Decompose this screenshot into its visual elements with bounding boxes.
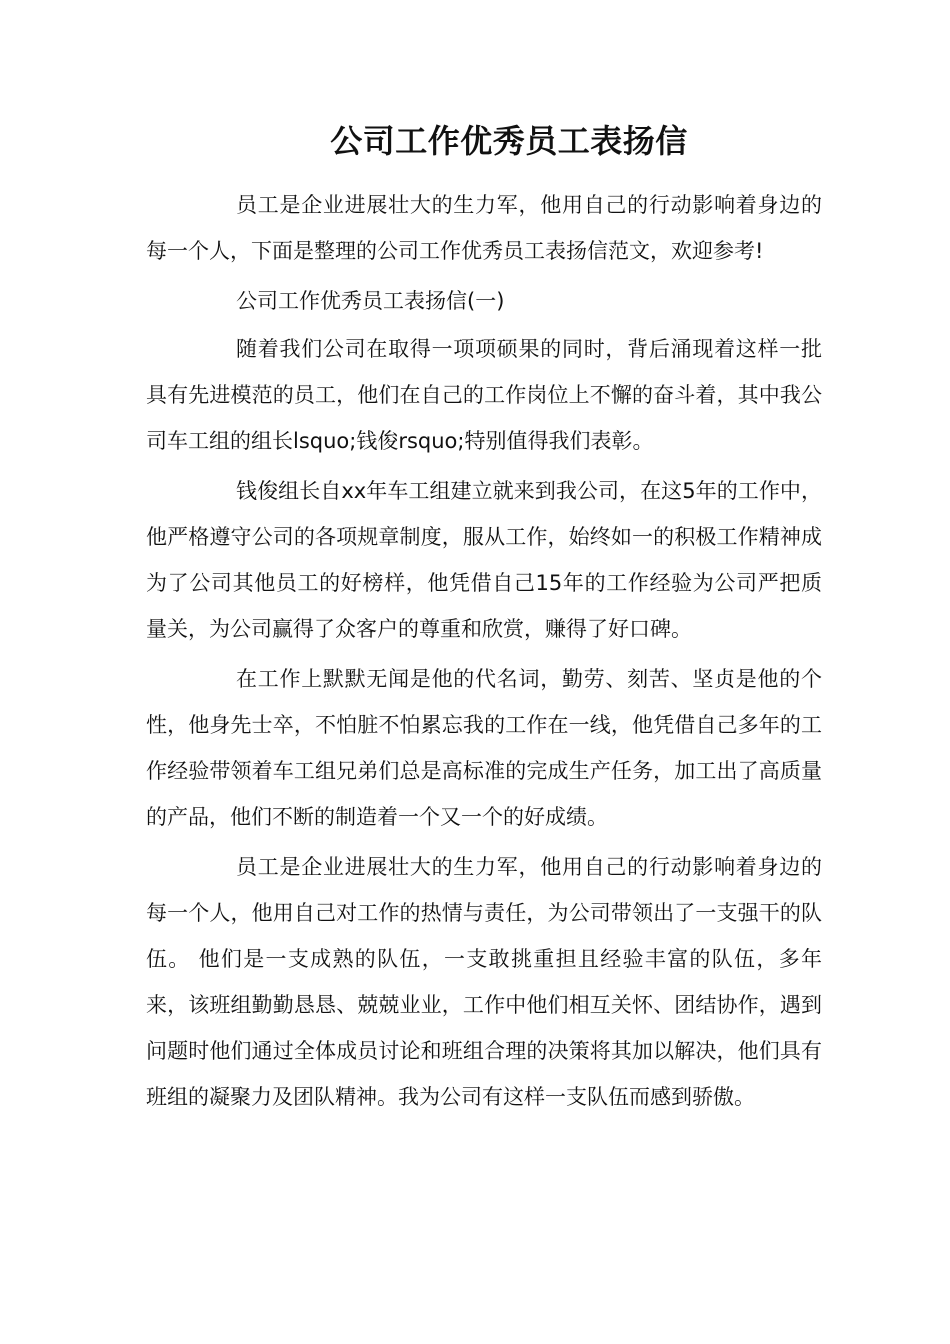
paragraph-3: 在工作上默默无闻是他的代名词，勤劳、刻苦、坚贞是他的个性，他身先士卒，不怕脏不怕累忘我的工作在一线，他凭借自己多年的工作经验带领着车工组兄弟们总是高标准的完成生产任务，加工出了高质量的产品，他们不断的制造着一个又一个的好成绩。 [146,667,822,829]
paragraph-intro: 员工是企业进展壮大的生力军，他用自己的行动影响着身边的每一个人，下面是整理的公司工作优秀员工表扬信范文，欢迎参考! [146,193,822,263]
section-heading: 公司工作优秀员工表扬信(一) [236,289,505,313]
document-body [146,182,822,1124]
paragraph-2: 钱俊组长自xx年车工组建立就来到我公司，在这5年的工作中，他严格遵守公司的各项规章制度，服从工作，始终如一的积极工作精神成为了公司其他员工的好榜样，他凭借自己15年的工作经验为公司严把质量关，为公司赢得了众客户的尊重和欣赏，赚得了好口碑。 [146,479,822,641]
document-title: 公司工作优秀员工表扬信 [330,122,688,160]
paragraph-1: 随着我们公司在取得一项项硕果的同时，背后涌现着这样一批具有先进模范的员工，他们在自己的工作岗位上不懈的奋斗着，其中我公司车工组的组长lsquo;钱俊rsquo;特别值得我们表彰。 [146,337,822,453]
paragraph-4: 员工是企业进展壮大的生力军，他用自己的行动影响着身边的每一个人，他用自己对工作的热情与责任，为公司带领出了一支强干的队伍。 他们是一支成熟的队伍，一支敢挑重担且经验丰富的队伍，多年来，该班组勤勤恳恳、兢兢业业，工作中他们相互关怀、团结协作，遇到问题时他们通过全体成员讨论和班组合理的决策将其加以解决，他们具有班组的凝聚力及团队精神。我为公司有这样一支队伍而感到骄傲。 [146,855,822,1109]
